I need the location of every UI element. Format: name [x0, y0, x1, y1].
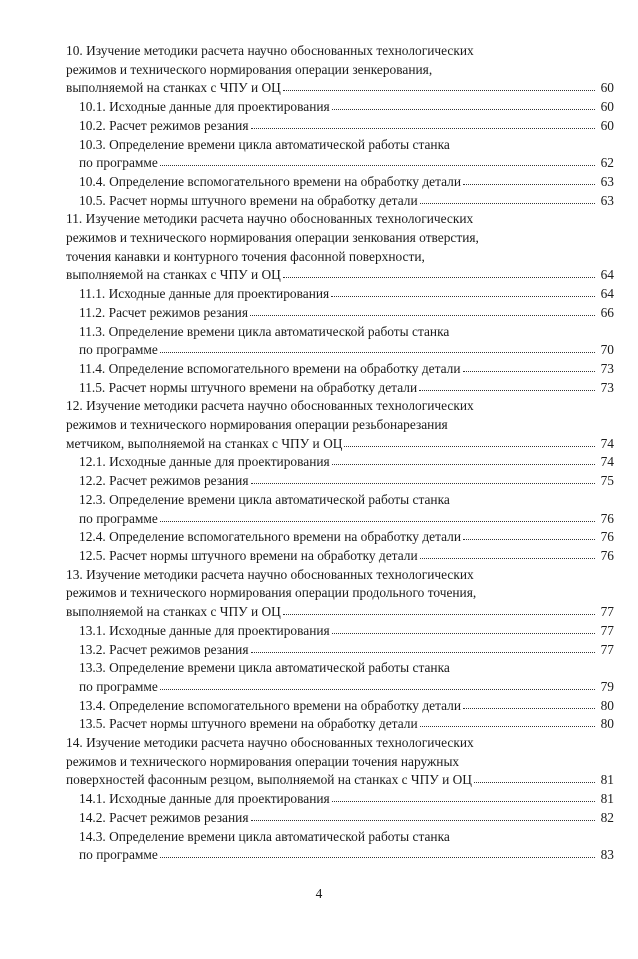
toc-entry [66, 210, 614, 285]
toc-entry-text: по программе [79, 342, 158, 358]
toc-entry [66, 173, 614, 192]
toc-line [66, 472, 614, 491]
toc-entry-text: режимов и технического нормирования операции продольного точения, [66, 585, 477, 601]
toc-entry-text: режимов и технического нормирования операции резьбонарезания [66, 417, 448, 433]
dot-leader [420, 717, 595, 728]
toc-line [66, 547, 614, 566]
dot-leader [344, 437, 595, 448]
toc-entry-text: 10.4. Определение вспомогательного времени на обработку детали [79, 173, 462, 189]
toc-entry [66, 566, 614, 622]
toc-entry-text: 12.4. Определение вспомогательного времени на обработку детали [79, 529, 462, 545]
toc-entry [66, 304, 614, 323]
toc-entry-text: 11.2. Расчет режимов резания [79, 304, 248, 320]
toc-entry-text: 12.2. Расчет режимов резания [79, 473, 249, 489]
toc-line [66, 42, 614, 61]
toc-entry-text: по программе [79, 510, 158, 526]
toc-line [66, 136, 614, 155]
toc-line [66, 192, 614, 211]
toc-line [66, 641, 614, 660]
dot-leader [283, 81, 595, 92]
toc-line [66, 510, 614, 529]
toc-page-number: 81 [600, 772, 614, 788]
toc-entry [66, 136, 614, 173]
toc-entry-text: 11.4. Определение вспомогательного времени на обработку детали [79, 360, 461, 376]
toc-entry-text: выполняемой на станках с ЧПУ и ОЦ [66, 604, 281, 620]
toc-line [66, 304, 614, 323]
dot-leader [250, 306, 595, 317]
toc-page-number: 82 [600, 809, 614, 825]
toc-line [66, 734, 614, 753]
dot-leader [251, 119, 596, 130]
toc-page-number: 60 [600, 80, 614, 96]
dot-leader [332, 455, 595, 466]
toc-entry-text: 12.3. Определение времени цикла автоматической работы станка [79, 491, 450, 507]
toc-entry [66, 323, 614, 360]
toc-entry [66, 715, 614, 734]
toc-line [66, 678, 614, 697]
page-number: 4 [315, 886, 323, 901]
toc-entry-text: 12.1. Исходные данные для проектирования [79, 454, 330, 470]
toc-entry-text: режимов и технического нормирования операции точения наружных [66, 753, 460, 769]
toc-line [66, 79, 614, 98]
toc-entry-text: 10.5. Расчет нормы штучного времени на обработку детали [79, 192, 418, 208]
toc-entry-text: 14. Изучение методики расчета научно обоснованных технологических [66, 735, 474, 751]
toc-entry-text: 13.1. Исходные данные для проектирования [79, 622, 330, 638]
toc-page-number: 77 [600, 641, 614, 657]
toc-page-number: 73 [600, 379, 614, 395]
toc-page-number: 77 [600, 622, 614, 638]
toc-entry [66, 528, 614, 547]
dot-leader [332, 100, 595, 111]
toc-line [66, 603, 614, 622]
toc-line [66, 491, 614, 510]
toc-entry-text: 14.1. Исходные данные для проектирования [79, 791, 330, 807]
toc-entry [66, 659, 614, 696]
toc-line [66, 323, 614, 342]
toc-line [66, 416, 614, 435]
toc-line [66, 828, 614, 847]
toc-line [66, 229, 614, 248]
toc-entry [66, 734, 614, 790]
toc-entry-text: 11.1. Исходные данные для проектирования [79, 286, 330, 302]
toc-line [66, 173, 614, 192]
toc-entry-text: метчиком, выполняемой на станках с ЧПУ и ОЦ [66, 435, 343, 451]
toc-line [66, 790, 614, 809]
toc-entry-text: режимов и технического нормирования операции зенкования отверстия, [66, 230, 479, 246]
toc-entry-text: выполняемой на станках с ЧПУ и ОЦ [66, 80, 281, 96]
toc-entry [66, 622, 614, 641]
toc-page-number: 76 [600, 510, 614, 526]
toc-page-number: 80 [600, 716, 614, 732]
toc-entry-text: 10. Изучение методики расчета научно обоснованных технологических [66, 43, 474, 58]
toc-entry [66, 472, 614, 491]
toc-entry [66, 491, 614, 528]
toc-entry [66, 117, 614, 136]
toc-page-number: 66 [600, 304, 614, 320]
toc-line [66, 659, 614, 678]
dot-leader [160, 680, 595, 691]
toc-entry-text: 11. Изучение методики расчета научно обоснованных технологических [66, 211, 474, 227]
toc-page-number: 81 [600, 791, 614, 807]
dot-leader [283, 605, 595, 616]
dot-leader [332, 624, 595, 635]
dot-leader [332, 792, 595, 803]
dot-leader [463, 530, 595, 541]
toc-entry-text: 13.3. Определение времени цикла автоматической работы станка [79, 660, 450, 676]
toc-entry [66, 379, 614, 398]
toc-line [66, 61, 614, 80]
toc-entry [66, 809, 614, 828]
toc-entry [66, 697, 614, 716]
toc-entry-text: по программе [79, 847, 158, 863]
toc-entry-text: выполняемой на станках с ЧПУ и ОЦ [66, 267, 281, 283]
toc-page-number: 63 [600, 192, 614, 208]
toc-page-number: 79 [600, 678, 614, 694]
toc-page-number: 70 [600, 342, 614, 358]
toc-line [66, 98, 614, 117]
toc-entry-text: 12. Изучение методики расчета научно обоснованных технологических [66, 398, 474, 414]
dot-leader [160, 343, 595, 354]
toc-line [66, 435, 614, 454]
table-of-contents [66, 42, 614, 865]
toc-line [66, 285, 614, 304]
toc-entry-text: по программе [79, 155, 158, 171]
toc-page-number: 60 [600, 99, 614, 115]
toc-line [66, 846, 614, 865]
toc-entry-text: 10.1. Исходные данные для проектирования [79, 99, 330, 115]
toc-page-number: 74 [600, 435, 614, 451]
toc-page-number: 64 [600, 286, 614, 302]
toc-entry-text: 13.2. Расчет режимов резания [79, 641, 249, 657]
toc-entry-text: 10.2. Расчет режимов резания [79, 117, 249, 133]
toc-page-number: 76 [600, 547, 614, 563]
toc-entry [66, 192, 614, 211]
dot-leader [463, 362, 595, 373]
toc-line [66, 360, 614, 379]
toc-line [66, 622, 614, 641]
toc-page-number: 77 [600, 604, 614, 620]
toc-entry [66, 547, 614, 566]
toc-entry [66, 790, 614, 809]
toc-line [66, 809, 614, 828]
toc-entry-text: 11.3. Определение времени цикла автоматической работы станка [79, 323, 450, 339]
toc-entry-text: 13.4. Определение вспомогательного времени на обработку детали [79, 697, 462, 713]
toc-line [66, 528, 614, 547]
toc-line [66, 248, 614, 267]
toc-entry-text: режимов и технического нормирования операции зенкерования, [66, 61, 433, 77]
dot-leader [474, 773, 595, 784]
dot-leader [420, 194, 595, 205]
dot-leader [419, 381, 595, 392]
toc-entry [66, 641, 614, 660]
toc-line [66, 715, 614, 734]
toc-entry-text: 10.3. Определение времени цикла автоматической работы станка [79, 136, 450, 152]
toc-page-number: 73 [600, 360, 614, 376]
dot-leader [463, 699, 595, 710]
toc-entry [66, 360, 614, 379]
toc-page-number: 64 [600, 267, 614, 283]
dot-leader [160, 512, 595, 523]
toc-page-number: 76 [600, 529, 614, 545]
toc-entry-text: поверхностей фасонным резцом, выполняемой на станках с ЧПУ и ОЦ [66, 772, 472, 788]
toc-line [66, 566, 614, 585]
toc-entry-text: точения канавки и контурного точения фасонной поверхности, [66, 248, 425, 264]
toc-entry-text: 13.5. Расчет нормы штучного времени на обработку детали [79, 716, 418, 732]
toc-line [66, 397, 614, 416]
toc-page-number: 63 [600, 173, 614, 189]
toc-line [66, 771, 614, 790]
dot-leader [463, 175, 595, 186]
toc-entry [66, 397, 614, 453]
toc-line [66, 266, 614, 285]
toc-entry-text: 11.5. Расчет нормы штучного времени на обработку детали [79, 379, 418, 395]
toc-entry-text: 14.2. Расчет режимов резания [79, 809, 249, 825]
toc-line [66, 697, 614, 716]
dot-leader [283, 268, 595, 279]
toc-entry-text: 13. Изучение методики расчета научно обоснованных технологических [66, 566, 474, 582]
toc-page-number: 62 [600, 155, 614, 171]
toc-entry [66, 42, 614, 98]
dot-leader [251, 474, 596, 485]
toc-line [66, 210, 614, 229]
toc-entry [66, 285, 614, 304]
dot-leader [251, 811, 596, 822]
dot-leader [160, 156, 595, 167]
toc-line [66, 753, 614, 772]
toc-line [66, 584, 614, 603]
toc-page-number: 74 [600, 454, 614, 470]
toc-line [66, 341, 614, 360]
dot-leader [160, 848, 595, 859]
toc-entry-text: по программе [79, 678, 158, 694]
toc-page-number: 75 [600, 473, 614, 489]
toc-line [66, 117, 614, 136]
toc-page-number: 80 [600, 697, 614, 713]
toc-line [66, 453, 614, 472]
toc-page-number: 83 [600, 847, 614, 863]
toc-line [66, 154, 614, 173]
dot-leader [251, 643, 596, 654]
toc-entry [66, 98, 614, 117]
toc-entry [66, 828, 614, 865]
toc-entry-text: 14.3. Определение времени цикла автоматической работы станка [79, 828, 450, 844]
dot-leader [331, 287, 595, 298]
toc-entry-text: 12.5. Расчет нормы штучного времени на обработку детали [79, 547, 418, 563]
toc-line [66, 379, 614, 398]
dot-leader [420, 549, 595, 560]
toc-page-number: 60 [600, 117, 614, 133]
toc-entry [66, 453, 614, 472]
